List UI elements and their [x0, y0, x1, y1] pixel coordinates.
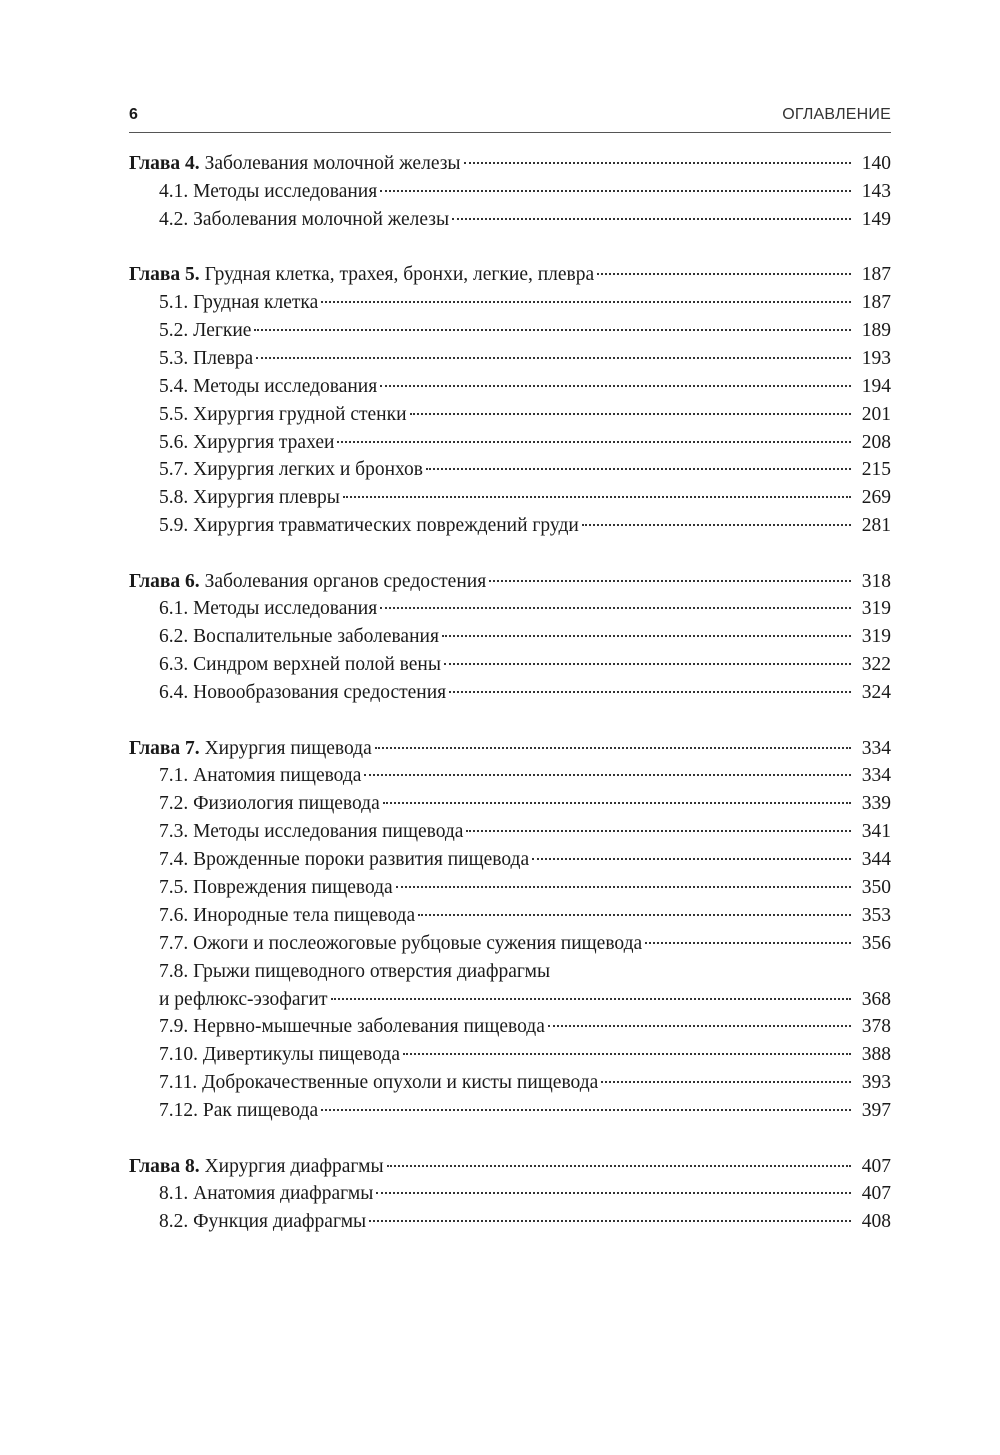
- toc-section-entry[interactable]: [129, 206, 891, 234]
- section-title: 7.11. Доброкачественные опухоли и кисты пищевода: [159, 1072, 599, 1094]
- chapter-label: Глава 8.: [129, 1155, 200, 1177]
- toc-section-entry[interactable]: [129, 762, 891, 790]
- dot-leader: [410, 413, 851, 415]
- page-number: 6: [129, 106, 138, 123]
- toc-chapter-8: [129, 1153, 891, 1237]
- toc-section-entry[interactable]: [129, 623, 891, 651]
- dot-leader: [337, 441, 851, 443]
- page-ref: 397: [861, 1100, 891, 1122]
- dot-leader: [452, 218, 851, 220]
- toc-section-entry[interactable]: [129, 178, 891, 206]
- section-title: 4.2. Заболевания молочной железы: [159, 208, 450, 230]
- toc-section-entry[interactable]: [129, 902, 891, 930]
- chapter-label: Глава 7.: [129, 737, 200, 759]
- toc-section-entry[interactable]: [129, 1041, 891, 1069]
- section-title: 6.4. Новообразования средостения: [159, 682, 447, 704]
- page-ref: 356: [861, 932, 891, 954]
- section-title: 5.5. Хирургия грудной стенки: [159, 403, 407, 425]
- page-ref: 194: [861, 375, 891, 397]
- section-title: 6.1. Методы исследования: [159, 598, 378, 620]
- toc-section-entry[interactable]: [129, 651, 891, 679]
- dot-leader: [343, 496, 851, 498]
- page-ref: 187: [861, 292, 891, 314]
- section-title: 7.6. Инородные тела пищевода: [159, 904, 416, 926]
- toc-section-entry[interactable]: [129, 1097, 891, 1125]
- dot-leader: [256, 357, 851, 359]
- dot-leader: [466, 830, 851, 832]
- toc-chapter-4: [129, 150, 891, 234]
- page-ref: 149: [861, 208, 891, 230]
- toc-section-entry[interactable]: [129, 818, 891, 846]
- section-title: 5.6. Хирургия трахеи: [159, 431, 335, 453]
- dot-leader: [548, 1025, 851, 1027]
- page-ref: 350: [861, 876, 891, 898]
- toc-section-entry[interactable]: [129, 484, 891, 512]
- toc-chapter-5: [129, 261, 891, 540]
- toc-section-entry[interactable]: [129, 373, 891, 401]
- toc-section-entry[interactable]: [129, 1013, 891, 1041]
- toc-section-entry[interactable]: [129, 345, 891, 373]
- toc-section-entry[interactable]: [129, 512, 891, 540]
- section-title: 5.2. Легкие: [159, 319, 252, 341]
- page-ref: 408: [861, 1211, 891, 1233]
- dot-leader: [601, 1081, 851, 1083]
- chapter-title: Хирургия диафрагмы: [204, 1155, 384, 1177]
- page-ref: 140: [861, 153, 891, 174]
- toc-section-entry[interactable]: [129, 1069, 891, 1097]
- page-ref: 339: [861, 793, 891, 815]
- page-ref: 319: [861, 626, 891, 648]
- page-ref: 189: [861, 319, 891, 341]
- page-ref: 193: [861, 347, 891, 369]
- toc-section-entry[interactable]: [129, 289, 891, 317]
- dot-leader: [489, 580, 851, 582]
- chapter-label: Глава 6.: [129, 570, 200, 592]
- dot-leader: [449, 691, 851, 693]
- page-ref: 344: [861, 849, 891, 871]
- page-ref: 324: [861, 682, 891, 704]
- page-ref: 281: [861, 515, 891, 537]
- dot-leader: [375, 747, 851, 749]
- chapter-title: Хирургия пищевода: [204, 737, 372, 759]
- dot-leader: [331, 998, 852, 1000]
- toc-section-entry[interactable]: [129, 429, 891, 457]
- toc-section-entry[interactable]: [129, 930, 891, 958]
- section-title: 8.1. Анатомия диафрагмы: [159, 1183, 374, 1205]
- chapter-label: Глава 5.: [129, 264, 200, 286]
- page-ref: 208: [861, 431, 891, 453]
- toc-section-entry[interactable]: [129, 679, 891, 707]
- dot-leader: [582, 524, 851, 526]
- section-title: 5.4. Методы исследования: [159, 375, 378, 397]
- dot-leader: [597, 273, 851, 275]
- page-ref: 319: [861, 598, 891, 620]
- dot-leader: [464, 162, 851, 164]
- page-ref: 378: [861, 1016, 891, 1038]
- toc-chapter-entry[interactable]: [129, 735, 891, 763]
- dot-leader: [380, 385, 851, 387]
- section-title: 5.3. Плевра: [159, 347, 254, 369]
- dot-leader: [403, 1053, 851, 1055]
- toc-section-entry[interactable]: [129, 790, 891, 818]
- dot-leader: [376, 1192, 851, 1194]
- page-ref: 407: [861, 1183, 891, 1205]
- dot-leader: [532, 858, 851, 860]
- chapter-title: Грудная клетка, трахея, бронхи, легкие, плевра: [204, 264, 595, 286]
- running-title: ОГЛАВЛЕНИЕ: [782, 106, 891, 123]
- page-ref: 353: [861, 904, 891, 926]
- section-title: 7.9. Нервно-мышечные заболевания пищевода: [159, 1016, 545, 1038]
- dot-leader: [444, 663, 851, 665]
- dot-leader: [426, 468, 851, 470]
- dot-leader: [418, 914, 851, 916]
- page-ref: 143: [861, 180, 891, 202]
- chapter-title: Заболевания молочной железы: [204, 153, 461, 174]
- toc-chapter-entry[interactable]: [129, 568, 891, 596]
- section-title: 8.2. Функция диафрагмы: [159, 1211, 367, 1233]
- toc-section-entry[interactable]: [129, 874, 891, 902]
- toc-section-entry[interactable]: [129, 456, 891, 484]
- toc-section-entry[interactable]: [129, 401, 891, 429]
- section-title: 7.1. Анатомия пищевода: [159, 765, 362, 787]
- page-ref: 368: [861, 988, 891, 1010]
- section-title: 4.1. Методы исследования: [159, 180, 378, 202]
- page-ref: 201: [861, 403, 891, 425]
- toc-chapter-entry[interactable]: [129, 1153, 891, 1181]
- page-ref: 341: [861, 821, 891, 843]
- section-title: 5.1. Грудная клетка: [159, 292, 319, 314]
- dot-leader: [380, 190, 851, 192]
- section-title: 7.8. Грыжи пищеводного отверстия диафрагмы: [159, 960, 551, 982]
- page-ref: 334: [861, 737, 891, 759]
- dot-leader: [254, 329, 851, 331]
- page-ref: 322: [861, 654, 891, 676]
- dot-leader: [442, 635, 851, 637]
- table-of-contents: [129, 150, 891, 1264]
- dot-leader: [380, 607, 851, 609]
- toc-section-entry[interactable]: [129, 846, 891, 874]
- section-title: 7.10. Дивертикулы пищевода: [159, 1044, 400, 1066]
- dot-leader: [387, 1165, 851, 1167]
- dot-leader: [383, 802, 851, 804]
- chapter-title: Заболевания органов средостения: [204, 570, 487, 592]
- dot-leader: [321, 1109, 851, 1111]
- section-title: 6.3. Синдром верхней полой вены: [159, 654, 441, 676]
- dot-leader: [396, 886, 851, 888]
- page-ref: 187: [861, 264, 891, 286]
- page-ref: 388: [861, 1044, 891, 1066]
- page-ref: 215: [861, 459, 891, 481]
- page-ref: 269: [861, 487, 891, 509]
- section-title: 7.7. Ожоги и послеожоговые рубцовые сужения пищевода: [159, 932, 643, 954]
- dot-leader: [645, 942, 851, 944]
- section-title: 5.8. Хирургия плевры: [159, 487, 340, 509]
- page-ref: 393: [861, 1072, 891, 1094]
- section-title-continuation: и рефлюкс-эзофагит: [159, 988, 328, 1010]
- section-title: 5.9. Хирургия травматических повреждений груди: [159, 515, 579, 537]
- toc-section-entry[interactable]: [129, 1208, 891, 1236]
- page-ref: 407: [861, 1155, 891, 1177]
- toc-chapter-7: [129, 735, 891, 1125]
- toc-section-entry[interactable]: [129, 317, 891, 345]
- page-ref: 318: [861, 570, 891, 592]
- section-title: 7.2. Физиология пищевода: [159, 793, 380, 815]
- dot-leader: [321, 301, 851, 303]
- section-title: 7.5. Повреждения пищевода: [159, 876, 393, 898]
- toc-chapter-entry[interactable]: [129, 150, 891, 178]
- toc-chapter-entry[interactable]: [129, 261, 891, 289]
- toc-section-entry[interactable]: [129, 958, 891, 986]
- chapter-label: Глава 4.: [129, 153, 200, 174]
- toc-chapter-6: [129, 568, 891, 707]
- section-title: 7.12. Рак пищевода: [159, 1100, 319, 1122]
- page-ref: 334: [861, 765, 891, 787]
- dot-leader: [364, 774, 851, 776]
- dot-leader: [369, 1220, 851, 1222]
- section-title: 6.2. Воспалительные заболевания: [159, 626, 439, 648]
- section-title: 7.4. Врожденные пороки развития пищевода: [159, 849, 530, 871]
- toc-section-entry[interactable]: [129, 1180, 891, 1208]
- section-title: 7.3. Методы исследования пищевода: [159, 821, 464, 843]
- toc-section-entry[interactable]: [129, 595, 891, 623]
- section-title: 5.7. Хирургия легких и бронхов: [159, 459, 423, 481]
- toc-section-continuation[interactable]: [129, 986, 891, 1014]
- page-header: [129, 104, 891, 133]
